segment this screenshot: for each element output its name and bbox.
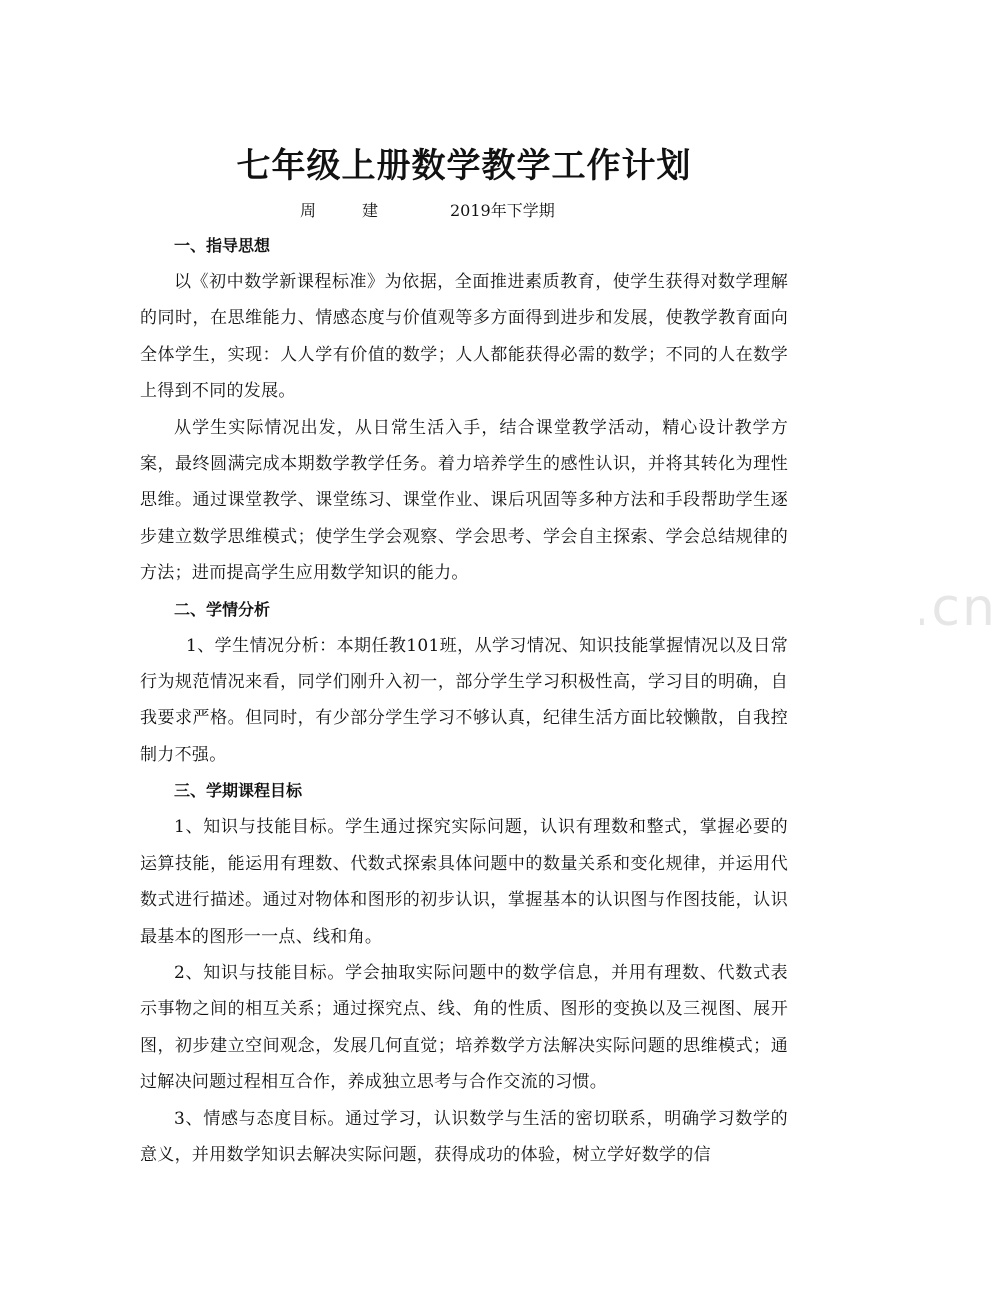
author-surname: 周	[300, 201, 317, 220]
paragraph: 3、情感与态度目标。通过学习，认识数学与生活的密切联系，明确学习数学的意义，并用数学知识去解决实际问题，获得成功的体验，树立学好数学的信	[140, 1108, 788, 1165]
section-heading-course-objectives: 三、学期课程目标	[174, 781, 303, 801]
section-heading-guiding-ideology: 一、指导思想	[174, 236, 271, 255]
term-label: 2019年下学期	[450, 201, 555, 220]
watermark: www.zixin.com.cn	[500, 578, 997, 638]
section-heading-student-analysis: 二、学情分析	[174, 599, 271, 619]
paragraph: 从学生实际情况出发，从日常生活入手，结合课堂教学活动，精心设计教学方案，最终圆满完成本期数学教学任务。着力培养学生的感性认识，并将其转化为理性思维。通过课堂教学、课堂练习、课堂作业、课后巩固等多种方法和手段帮助学生逐步建立数学思维模式；使学生学会观察、学会思考、学会自主探索、学会总结规律的方法；进而提高学生应用数学知识的能力。	[140, 417, 788, 584]
paragraph: 1、学生情况分析：本期任教101班，从学习情况、知识技能掌握情况以及日常行为规范情况来看，同学们刚升入初一，部分学生学习积极性高，学习目的明确，自我要求严格。但同时，有少部分学生学习不够认真，纪律生活方面比较懒散，自我控制力不强。	[140, 635, 788, 765]
document-page	[140, 0, 997, 1302]
paragraph: 1、知识与技能目标。学生通过探究实际问题，认识有理数和整式，掌握必要的运算技能，能运用有理数、代数式探索具体问题中的数量关系和变化规律，并运用代数式进行描述。通过对物体和图形的初步认识，掌握基本的认识图与作图技能，认识最基本的图形一一点、线和角。	[140, 817, 788, 947]
author-given-name: 建	[362, 201, 379, 220]
paragraph: 2、知识与技能目标。学会抽取实际问题中的数学信息，并用有理数、代数式表示事物之间的相互关系；通过探究点、线、角的性质、图形的变换以及三视图、展开图，初步建立空间观念，发展几何直觉；培养数学方法解决实际问题的思维模式；通过解决问题过程相互合作，养成独立思考与合作交流的习惯。	[140, 962, 788, 1093]
document-body	[140, 228, 788, 1173]
byline	[140, 196, 788, 226]
paragraph: 以《初中数学新课程标准》为依据，全面推进素质教育，使学生获得对数学理解的同时，在思维能力、情感态度与价值观等多方面得到进步和发展，使教学教育面向全体学生，实现：人人学有价值的数学；人人都能获得必需的数学；不同的人在数学上得到不同的发展。	[140, 272, 788, 402]
document-title: 七年级上册数学教学工作计划	[236, 146, 692, 186]
